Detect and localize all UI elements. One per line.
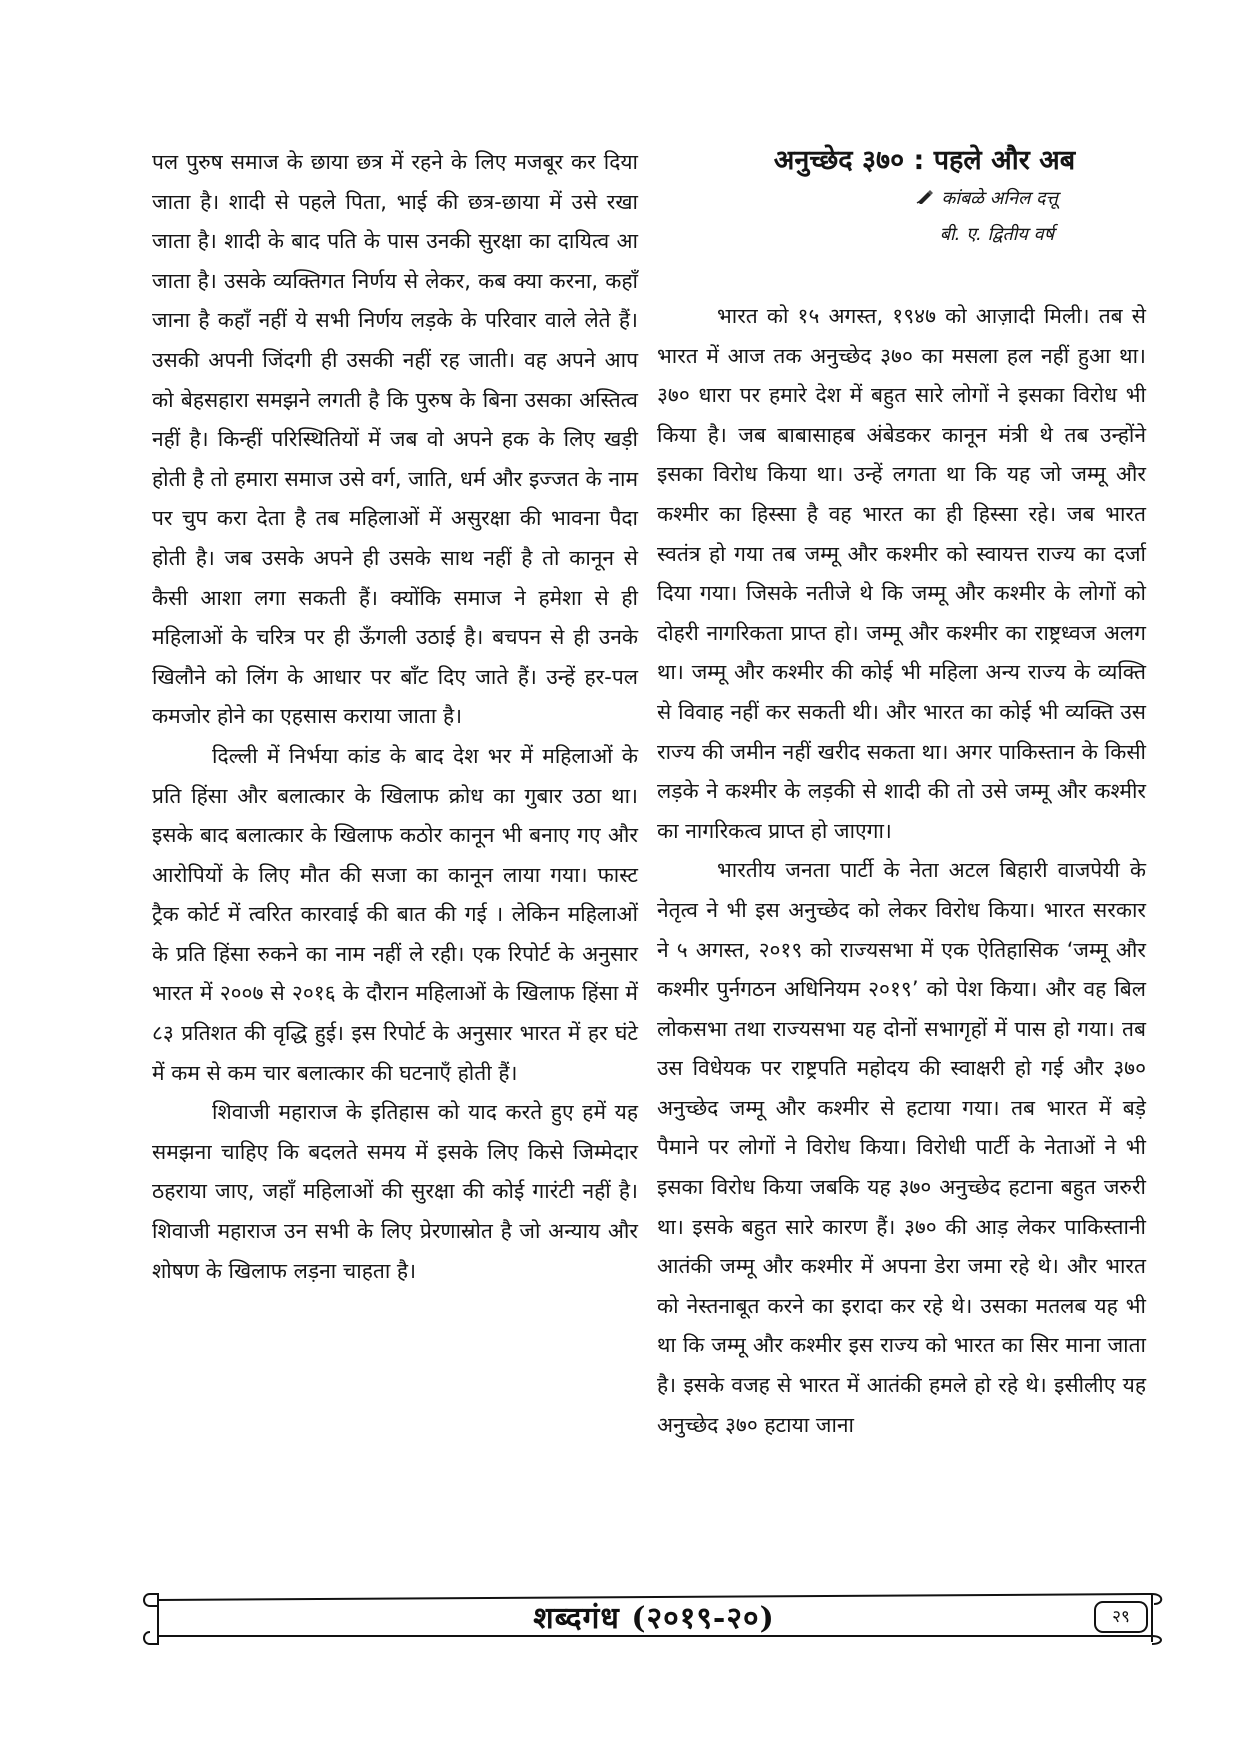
author-name: कांबळे अनिल दत्तू [941, 188, 1058, 209]
article-title: अनुच्छेद ३७० : पहले और अब [773, 145, 1076, 176]
left-paragraph-3: शिवाजी महाराज के इतिहास को याद करते हुए हमें यह समझना चाहिए कि बदलते समय में इसके लिए किसे जिम्मेदार ठहराया जाए, जहाँ महिलाओं की सुरक्षा की कोई गारंटी नहीं है। शिवाजी महाराज उन सभी के लिए प्रेरणास्रोत है जो अन्याय और शोषण के खिलाफ लड़ना चाहता है। [152, 1100, 638, 1283]
article-author [657, 187, 1146, 211]
article-body [657, 297, 1146, 1445]
article-paragraph-2: भारतीय जनता पार्टी के नेता अटल बिहारी वाजपेयी के नेतृत्व ने भी इस अनुच्छेद को लेकर विरोध किया। भारत सरकार ने ५ अगस्त, २०१९ को राज्यसभा में एक ऐतिहासिक ‘जम्मू और कश्मीर पुर्नगठन अधिनियम २०१९’ को पेश किया। और वह बिल लोकसभा तथा राज्यसभा यह दोनों सभागृहों में पास हो गया। तब उस विधेयक पर राष्ट्रपति महोदय की स्वाक्षरी हो गई और ३७० अनुच्छेद जम्मू और कश्मीर से हटाया गया। तब भारत में बड़े पैमाने पर लोगों ने विरोध किया। विरोधी पार्टी के नेताओं ने भी इसका विरोध किया जबकि यह ३७० अनुच्छेद हटाना बहुत जरुरी था। इसके बहुत सारे कारण हैं। ३७० की आड़ लेकर पाकिस्तानी आतंकी जम्मू और कश्मीर में अपना डेरा जमा रहे थे। और भारत को नेस्तनाबूत करने का इरादा कर रहे थे। उसका मतलब यह भी था कि जम्मू और कश्मीर इस राज्य को भारत का सिर माना जाता है। इसके वजह से भारत में आतंकी हमले हो रहे थे। इसीलीए यह अनुच्छेद ३७० हटाया जाना [657, 858, 1146, 1437]
page-number: २९ [1112, 1607, 1130, 1627]
article-paragraph-1: भारत को १५ अगस्त, १९४७ को आज़ादी मिली। तब से भारत में आज तक अनुच्छेद ३७० का मसला हल नहीं हुआ था। ३७० धारा पर हमारे देश में बहुत सारे लोगों ने इसका विरोध भी किया है। जब बाबासाहब अंबेडकर कानून मंत्री थे तब उन्होंने इसका विरोध किया था। उन्हें लगता था कि यह जो जम्मू और कश्मीर का हिस्सा है वह भारत का ही हिस्सा रहे। जब भारत स्वतंत्र हो गया तब जम्मू और कश्मीर को स्वायत्त राज्य का दर्जा दिया गया। जिसके नतीजे थे कि जम्मू और कश्मीर के लोगों को दोहरी नागरिकता प्राप्त हो। जम्मू और कश्मीर का राष्ट्रध्वज अलग था। जम्मू और कश्मीर की कोई भी महिला अन्य राज्य के व्यक्ति से विवाह नहीं कर सकती थी। और भारत का कोई भी व्यक्ति उस राज्य की जमीन नहीं खरीद सकता था। अगर पाकिस्तान के किसी लड़के ने कश्मीर के लड़की से शादी की तो उसे जम्मू और कश्मीर का नागरिकत्व प्राप्त हो जाएगा। [657, 304, 1146, 843]
footer-title: शब्दगंध (२०१९-२०) [533, 1601, 775, 1636]
right-column [657, 143, 1146, 1445]
left-paragraph-2: दिल्ली में निर्भया कांड के बाद देश भर में महिलाओं के प्रति हिंसा और बलात्कार के खिलाफ क्रोध का गुबार उठा था। इसके बाद बलात्कार के खिलाफ कठोर कानून भी बनाए गए और आरोपियों के लिए मौत की सजा का कानून लाया गया। फास्ट ट्रैक कोर्ट में त्वरित कारवाई की बात की गई । लेकिन महिलाओं के प्रति हिंसा रुकने का नाम नहीं ले रही। एक रिपोर्ट के अनुसार भारत में २००७ से २०१६ के दौरान महिलाओं के खिलाफ हिंसा में ८३ प्रतिशत की वृद्धि हुई। इस रिपोर्ट के अनुसार भारत में हर घंटे में कम से कम चार बलात्कार की घटनाएँ होती हैं। [152, 743, 638, 1085]
left-paragraph-1: पल पुरुष समाज के छाया छत्र में रहने के लिए मजबूर कर दिया जाता है। शादी से पहले पिता, भाई की छत्र-छाया में उसे रखा जाता है। शादी के बाद पति के पास उनकी सुरक्षा का दायित्व आ जाता है। उसके व्यक्तिगत निर्णय से लेकर, कब क्या करना, कहाँ जाना है कहाँ नहीं ये सभी निर्णय लड़के के परिवार वाले लेते हैं। उसकी अपनी जिंदगी ही उसकी नहीं रह जाती। वह अपने आप को बेहसहारा समझने लगती है कि पुरुष के बिना उसका अस्तित्व नहीं है। किन्हीं परिस्थितियों में जब वो अपने हक के लिए खड़ी होती है तो हमारा समाज उसे वर्ग, जाति, धर्म और इज्जत के नाम पर चुप करा देता है तब महिलाओं में असुरक्षा की भावना पैदा होती है। जब उसके अपने ही उसके साथ नहीं है तो कानून से कैसी आशा लगा सकती हैं। क्योंकि समाज ने हमेशा से ही महिलाओं के चरित्र पर ही ऊँगली उठाई है। बचपन से ही उनके खिलौने को लिंग के आधार पर बाँट दिए जाते हैं। उन्हें हर-पल कमजोर होने का एहसास कराया जाता है। [152, 150, 638, 729]
left-column [152, 143, 638, 1291]
pen-icon [916, 187, 936, 211]
author-class: बी. ए. द्वितीय वर्ष [939, 224, 1054, 245]
footer-banner [140, 1590, 1168, 1648]
